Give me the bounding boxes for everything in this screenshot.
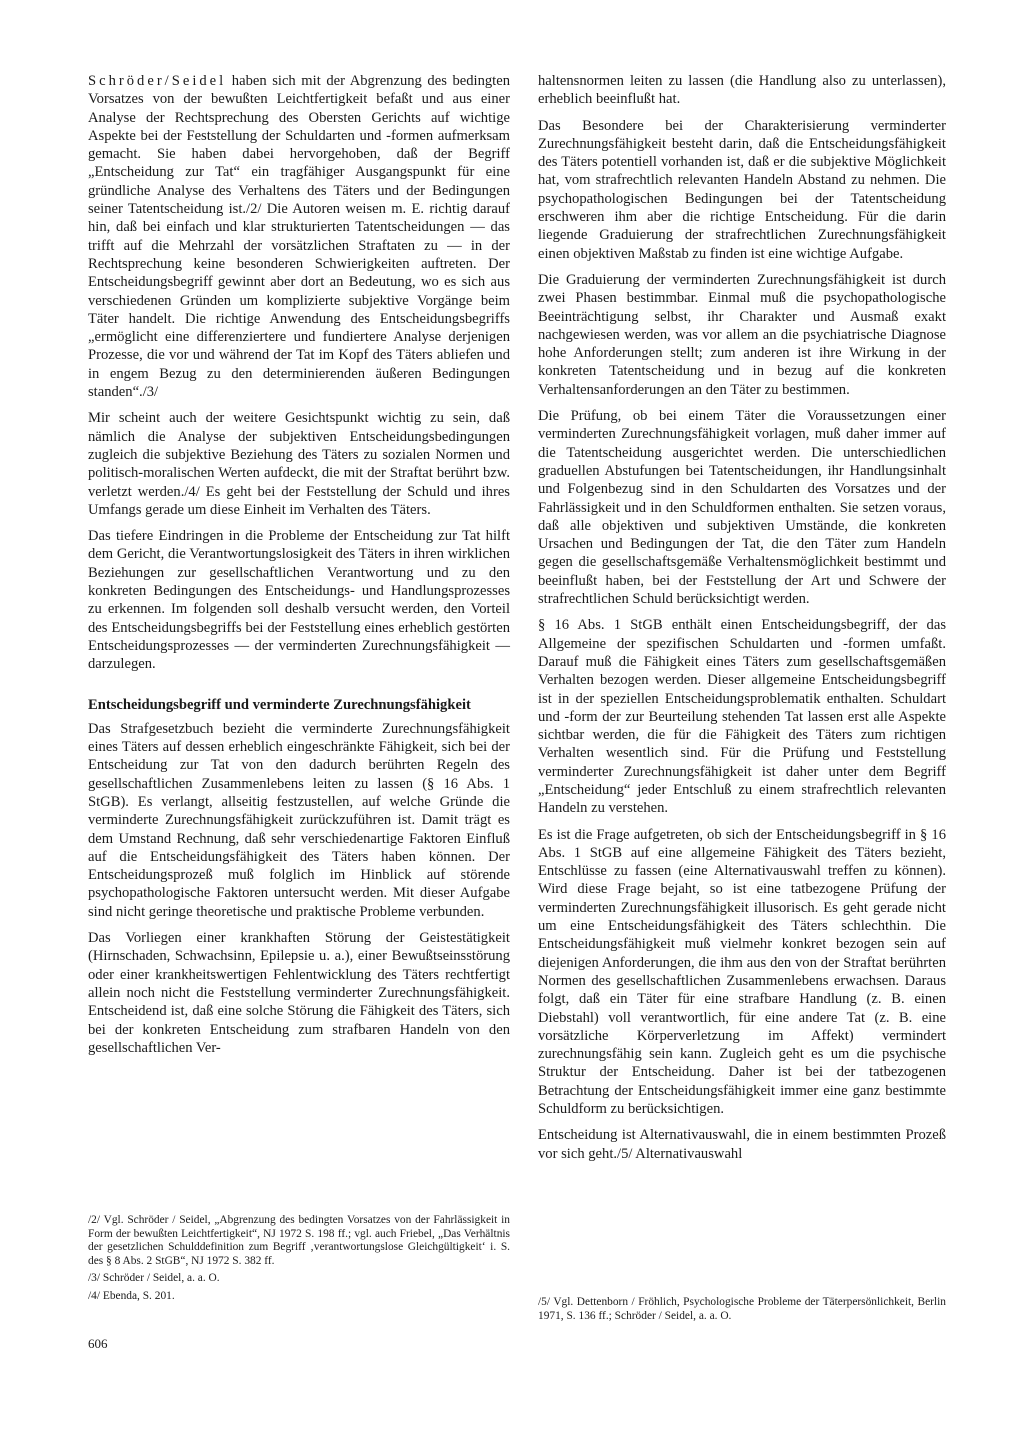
paragraph: Die Prüfung, ob bei einem Täter die Voraussetzungen einer verminderten Zurechnungsfähigkeit vorlagen, muß daher immer auf die Tatentscheidung ausgerichtet werden. Die unterschiedlichen graduellen Abstufungen bei Tatentscheidungen, ihr Handlungsinhalt und Folgenbezug sind in den Schuldarten des Vorsatzes und der Fahrlässigkeit und in den Schuldformen enthalten. Sie setzen voraus, daß alle objektiven und subjektiven Umstände, die konkreten Ursachen und Bedingungen der Tat, die den Täter zum Handeln gegen die gesellschaftsgemäße Verhaltensmöglichkeit bestimmt und beeinflußt haben, bei der Feststellung der Art und Schwere der strafrechtlichen Schuld berücksichtigt werden. [538, 408, 946, 608]
footnotes-left [88, 1214, 510, 1308]
paragraph: Die Graduierung der verminderten Zurechnungsfähigkeit ist durch zwei Phasen bestimmbar. Einmal muß die psychopathologische Beeinträchtigung selbst, ihr Charakter und Ausmaß exakt nachgewiesen werden, was vor allem an die psychiatrische Diagnose hohe Anforderungen stellt; zum anderen ist ihre Wirkung in der konkreten Tatentscheidung und in bezug auf die konkreten Verhaltensanforderungen an den Täter zu bestimmen. [538, 271, 946, 398]
paragraph-text: haben sich mit der Abgrenzung des bedingten Vorsatzes von der bewußten Leichtfertigkeit befaßt und aus einer Analyse der Rechtsprechung des Obersten Gerichts auf wichtige Aspekte bei der Feststellung der Schuldarten und -formen aufmerksam gemacht. Sie haben dabei hervorgehoben, daß der Begriff „Entscheidung zur Tat“ ein tragfähiger Ausgangspunkt für eine gründliche Analyse des Verhaltens des Täters und der Bedingungen seiner Tatentscheidung ist./2/ Die Autoren weisen m. E. richtig darauf hin, daß bei einfach und klar strukturierten Tatentscheidungen — das trifft auf die Mehrzahl der vorsätzlichen Straftaten zu — in der Rechtsprechung keine besonderen Schwierigkeiten auftreten. Der Entscheidungsbegriff gewinnt aber dort an Bedeutung, wo es sich aus verschiedenen Gründen um komplizierte subjektive Vorgänge beim Täter handelt. Die richtige Anwendung des Entscheidungsbegriffs „ermöglicht eine differenziertere und fundiertere Analyse derjenigen Prozesse, die vor und während der Tat im Kopf des Täters abliefen und in engem Bezug zu den determinierenden äußeren Bedingungen standen“./3/ [88, 73, 510, 401]
right-column [538, 72, 946, 1171]
footnote: /5/ Vgl. Dettenborn / Fröhlich, Psychologische Probleme der Täterpersönlichkeit, Berlin 1971, S. 136 ff.; Schröder / Seidel, a. a. O. [538, 1296, 946, 1322]
paragraph [88, 72, 510, 401]
paragraph: Mir scheint auch der weitere Gesichtspunkt wichtig zu sein, daß nämlich die Analyse der subjektiven Entscheidungsbedingungen zugleich die subjektive Beziehung des Täters zu sozialen Normen und politisch-moralischen Werten aufdeckt, die mit der Straftat berührt bzw. verletzt werden./4/ Es geht bei der Feststellung der Schuld und ihres Umfangs gerade um diese Einheit im Verhalten des Täters. [88, 410, 510, 518]
paragraph: Es ist die Frage aufgetreten, ob sich der Entscheidungsbegriff in § 16 Abs. 1 StGB auf eine allgemeine Fähigkeit des Täters bezieht, Entschlüsse zu fassen (eine Alternativauswahl treffen zu können). Wird diese Frage bejaht, so ist eine tatbezogene Prüfung der verminderten Zurechnungsfähigkeit illusorisch. Es geht gerade nicht um eine Entscheidungsfähigkeit des Täters schlechthin. Die Entscheidungsfähigkeit muß vielmehr konkret bezogen sein auf diejenigen Anforderungen, die ihm aus den von der Straftat berührten Normen des gesellschaftlichen Zusammenlebens erwachsen. Daraus folgt, daß ein Täter für eine strafbare Handlung (z. B. einen Diebstahl) voll verantwortlich, für eine andere Tat (z. B. eine vorsätzliche Körperverletzung im Affekt) vermindert zurechnungsfähig sein kann. Zugleich geht es um die psychische Struktur der Entscheidung. Daher ist bei der tatbezogenen Betrachtung der Entscheidungsfähigkeit immer eine ganz bestimmte Schuldform zu berücksichtigen. [538, 826, 946, 1118]
paragraph: § 16 Abs. 1 StGB enthält einen Entscheidungsbegriff, der das Allgemeine der spezifischen Schuldarten und -formen umfaßt. Darauf muß die Fähigkeit eines Täters zum gesellschaftsgemäßen Verhalten bezogen werden. Dieser allgemeine Entscheidungsbegriff ist in der speziellen Entscheidungsproblematik enthalten. Schuldart und -form der zur Beurteilung stehenden Tat lassen erst alle Aspekte sichtbar werden, die für die Fähigkeit des Täters zum richtigen Verhalten wesentlich sind. Für die Prüfung und Feststellung verminderter Zurechnungsfähigkeit ist daher unter dem Begriff „Entscheidung“ jeder Entschluß zu einem strafrechtlich relevanten Handeln zu verstehen. [538, 617, 946, 817]
paragraph: Das Strafgesetzbuch bezieht die verminderte Zurechnungsfähigkeit eines Täters auf dessen erheblich eingeschränkte Fähigkeit, sich bei der Entscheidung zur Tat von den dadurch berührten Regeln des gesellschaftlichen Zusammenlebens leiten zu lassen (§ 16 Abs. 1 StGB). Es verlangt, allseitig festzustellen, auf welche Gründe die verminderte Zurechnungsfähigkeit zurückzuführen ist. Damit trägt es dem Umstand Rechnung, daß sehr verschiedenartige Faktoren Einfluß auf die Entscheidungsfähigkeit des Täters haben können. Der Entscheidungsprozeß muß folglich im Hinblick auf störende psychopathologische Faktoren untersucht werden. Mit dieser Aufgabe sind nicht geringe theoretische und praktische Probleme verbunden. [88, 720, 510, 920]
left-column [88, 72, 510, 1065]
paragraph: Das Vorliegen einer krankhaften Störung der Geistestätigkeit (Hirnschaden, Schwachsinn, Epilepsie u. a.), einer Bewußtseinsstörung oder einer krankheitswertigen Fehlentwicklung des Täters rechtfertigt allein noch nicht die Feststellung verminderter Zurechnungsfähigkeit. Entscheidend ist, daß eine solche Störung die Fähigkeit des Täters, sich bei der konkreten Entscheidung zum strafbaren Handeln von den gesellschaftlichen Ver- [88, 930, 510, 1056]
footnotes-right [538, 1296, 946, 1327]
paragraph: Entscheidung ist Alternativauswahl, die in einem bestimmten Prozeß vor sich geht./5/ Alternativauswahl [538, 1127, 946, 1162]
footnote: /4/ Ebenda, S. 201. [88, 1289, 175, 1302]
footnote: /3/ Schröder / Seidel, a. a. O. [88, 1272, 220, 1285]
paragraph: Das tiefere Eindringen in die Probleme der Entscheidung zur Tat hilft dem Gericht, die Verantwortungslosigkeit des Täters in ihren wirklichen Beziehungen zur gesellschaftlichen Verantwortung und zu den konkreten Bedingungen des Entscheidungs- und Handlungsprozesses zu erkennen. Im folgenden soll deshalb versucht werden, den Vorteil des Entscheidungsbegriffs bei der Feststellung eines erheblich gestörten Entscheidungsprozesses — der verminderten Zurechnungsfähigkeit — darzulegen. [88, 528, 510, 673]
section-heading: Entscheidungsbegriff und verminderte Zurechnungsfähigkeit [88, 696, 471, 713]
paragraph: Das Besondere bei der Charakterisierung verminderter Zurechnungsfähigkeit besteht darin, daß die Entscheidungsfähigkeit des Täters potentiell vorhanden ist, daß er die subjektive Möglichkeit hat, vom strafrechtlich relevanten Handeln Abstand zu nehmen. Die psychopathologischen Bedingungen bei der Tatentscheidung erschweren ihm aber die richtige Entscheidung. Für die darin liegende Graduierung der strafrechtlichen Zurechnungsfähigkeit einen objektiven Maßstab zu finden ist eine wichtige Aufgabe. [538, 117, 946, 262]
paragraph: haltensnormen leiten zu lassen (die Handlung also zu unterlassen), erheblich beeinflußt hat. [538, 73, 946, 108]
author-names: Schröder/Seidel [88, 73, 227, 89]
footnote: /2/ Vgl. Schröder / Seidel, „Abgrenzung des bedingten Vorsatzes von der Fahrlässigkeit in Form der bewußten Leichtfertigkeit“, NJ 1972 S. 198 ff.; vgl. auch Friebel, „Das Verhältnis der gesetzlichen Schulddefinition zum Begriff ‚verantwortungslose Gleichgültigkeit‘ i. S. des § 8 Abs. 2 StGB“, NJ 1972 S. 382 ff. [88, 1214, 510, 1267]
page-number: 606 [88, 1336, 108, 1351]
